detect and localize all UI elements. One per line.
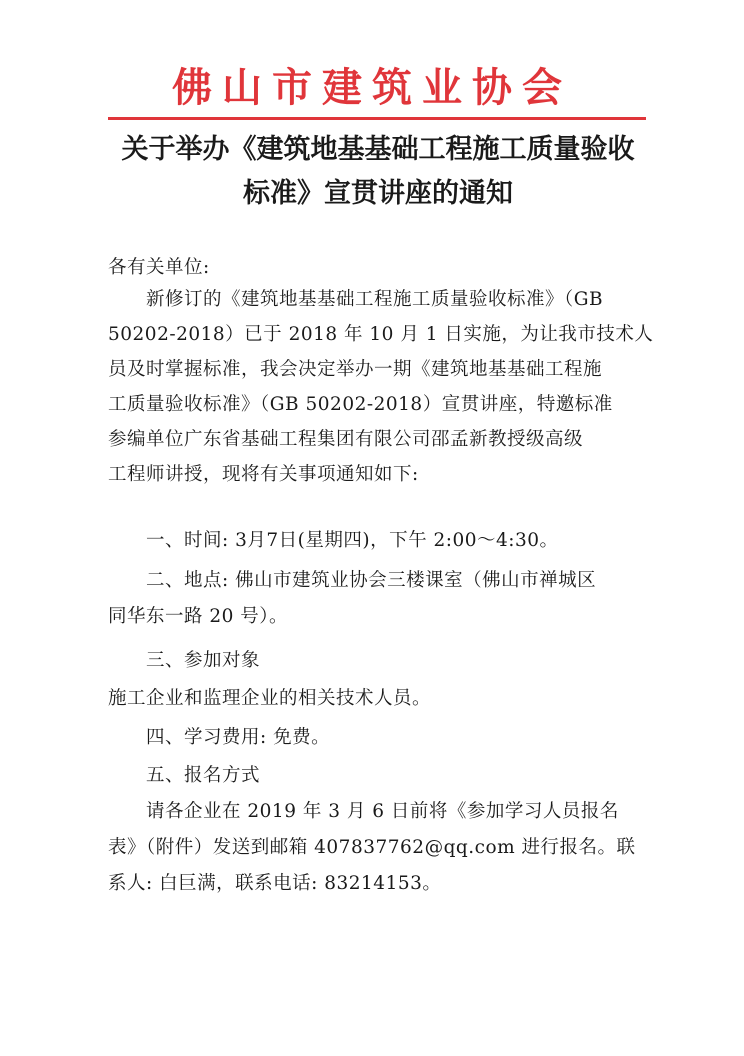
item-audience-detail-text: 施工企业和监理企业的相关技术人员。 <box>108 688 432 709</box>
salutation: 各有关单位: <box>108 257 210 278</box>
item-location <box>108 565 648 637</box>
notice-title-line-2: 标准》宣贯讲座的通知 <box>243 178 513 209</box>
item-location-line: 同华东一路 20 号）。 <box>108 606 289 627</box>
intro-line: 参编单位广东省基础工程集团有限公司邵孟新教授级高级 <box>108 429 584 450</box>
letterhead-red-rule <box>108 117 646 120</box>
notice-title <box>108 128 648 216</box>
item-registration-heading-text: 五、报名方式 <box>146 765 261 786</box>
item-time <box>108 525 648 556</box>
item-audience-detail <box>108 683 648 714</box>
registration-line: 请各企业在 2019 年 3 月 6 日前将《参加学习人员报名 <box>146 801 619 822</box>
item-registration-heading <box>108 760 648 791</box>
registration-line: 系人: 白巨满，联系电话: 83214153。 <box>108 873 442 894</box>
item-time-text: 一、时间: 3月7日(星期四)，下午 2:00～4:30。 <box>146 530 559 551</box>
intro-paragraph <box>108 284 654 494</box>
item-audience-heading <box>108 645 648 676</box>
item-location-line: 二、地点: 佛山市建筑业协会三楼课室（佛山市禅城区 <box>146 570 597 591</box>
notice-title-line-1: 关于举办《建筑地基基础工程施工质量验收 <box>121 134 635 165</box>
intro-line: 员及时掌握标准，我会决定举办一期《建筑地基基础工程施 <box>108 359 603 380</box>
intro-line: 50202-2018）已于 2018 年 10 月 1 日实施，为让我市技术人 <box>108 324 654 345</box>
intro-line: 工质量验收标准》（GB 50202-2018）宣贯讲座，特邀标准 <box>108 394 613 415</box>
intro-line: 新修订的《建筑地基基础工程施工质量验收标准》（GB <box>146 289 604 310</box>
registration-paragraph <box>108 796 648 904</box>
registration-line: 表》（附件）发送到邮箱 407837762@qq.com 进行报名。联 <box>108 837 636 858</box>
intro-line: 工程师讲授，现将有关事项通知如下: <box>108 464 419 485</box>
item-audience-heading-text: 三、参加对象 <box>146 650 261 671</box>
item-fee-text: 四、学习费用: 免费。 <box>146 727 331 748</box>
letterhead-org-name: 佛山市建筑业协会 <box>172 64 572 111</box>
item-fee <box>108 722 648 753</box>
